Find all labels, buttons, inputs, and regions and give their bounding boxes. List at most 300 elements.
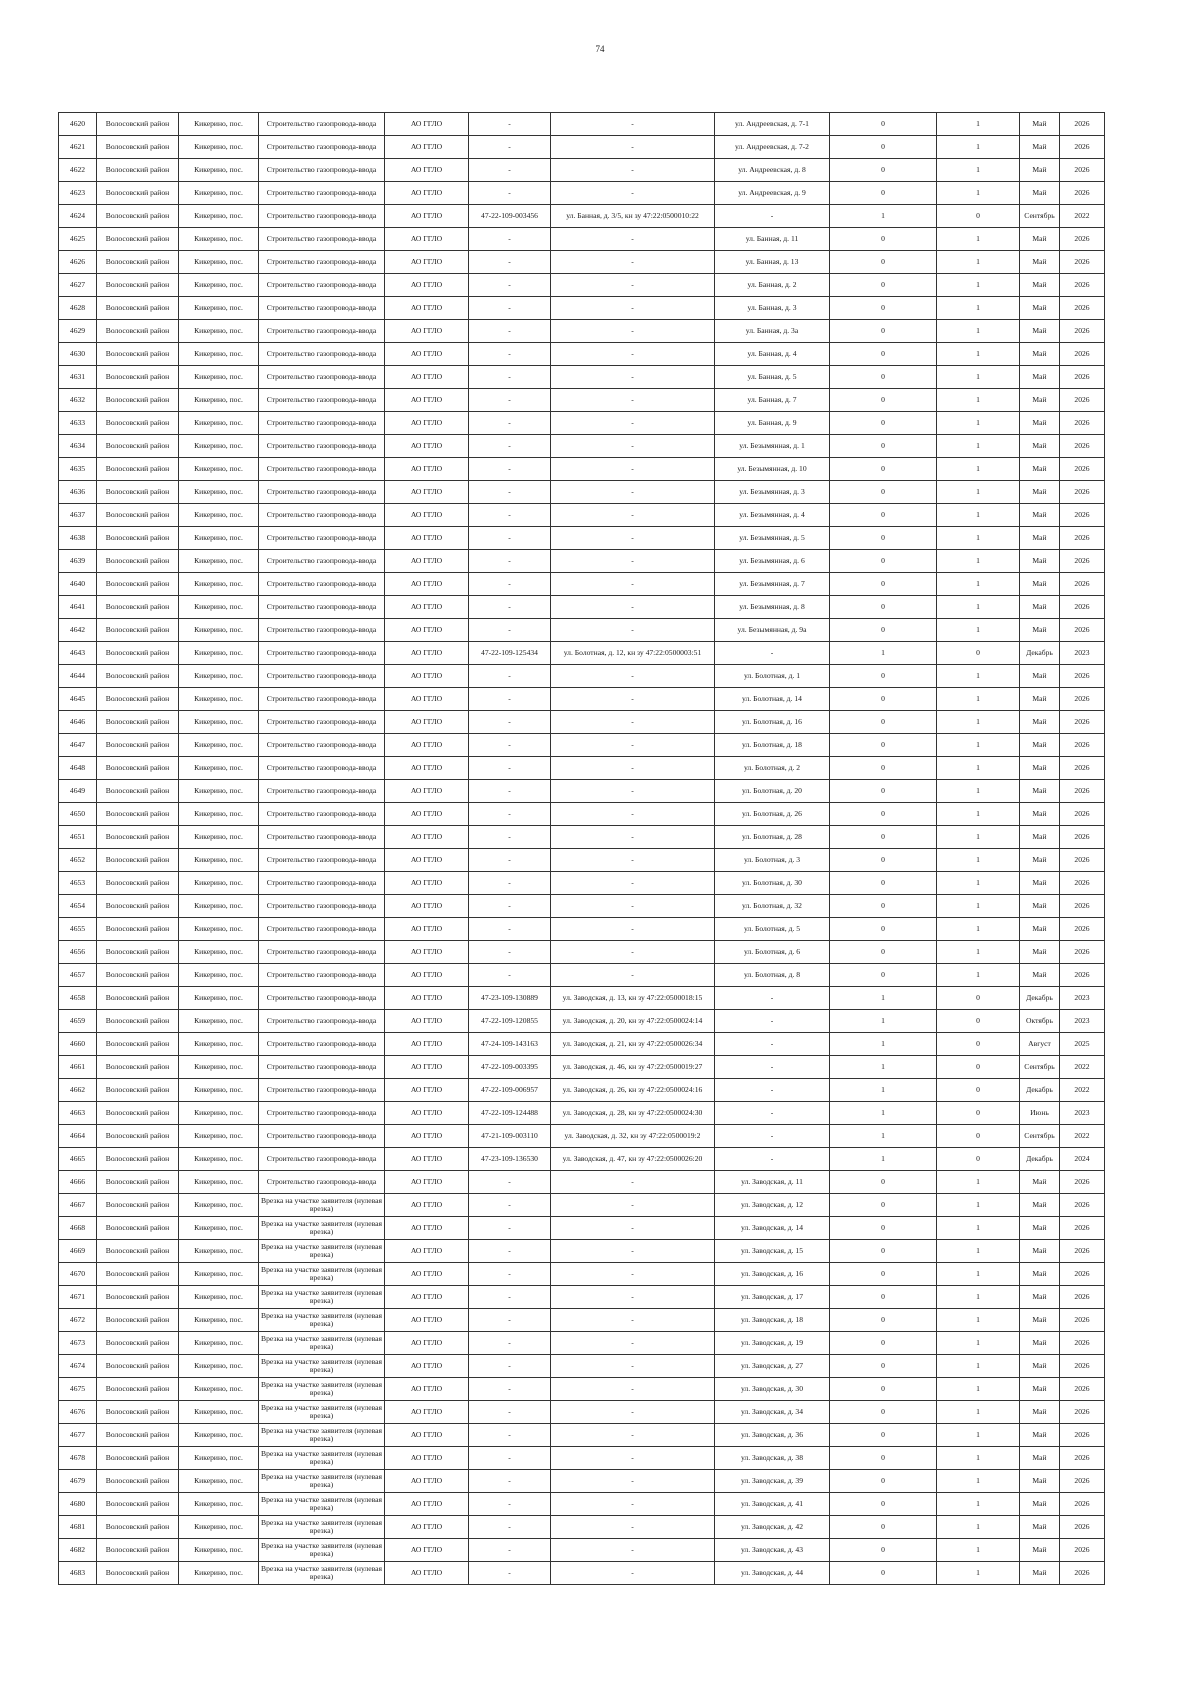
table-row [59, 711, 1105, 734]
qty-planned-cell: 1 [937, 481, 1020, 504]
month-cell: Май [1020, 251, 1060, 274]
month-cell: Май [1020, 113, 1060, 136]
qty-planned-cell: 1 [937, 504, 1020, 527]
applicant-address-cell: ул. Болотная, д. 12, кн зу 47:22:0500003:51 [551, 642, 715, 665]
contract-number-cell: - [469, 1378, 551, 1401]
contract-number-cell: - [469, 1355, 551, 1378]
work-type-cell: Строительство газопровода-ввода [259, 113, 385, 136]
work-type-cell: Строительство газопровода-ввода [259, 688, 385, 711]
month-cell: Май [1020, 1309, 1060, 1332]
work-type-cell: Врезка на участке заявителя (нулевая врезка) [259, 1447, 385, 1470]
applicant-address-cell: - [551, 1516, 715, 1539]
qty-planned-cell: 1 [937, 1562, 1020, 1585]
work-type-cell: Строительство газопровода-ввода [259, 297, 385, 320]
organization-cell: АО ГГЛО [385, 481, 469, 504]
table-row [59, 1424, 1105, 1447]
row-number: 4639 [59, 550, 97, 573]
year-cell: 2026 [1060, 1194, 1105, 1217]
year-cell: 2026 [1060, 665, 1105, 688]
table-row [59, 1102, 1105, 1125]
applicant-address-cell: - [551, 1562, 715, 1585]
row-number: 4626 [59, 251, 97, 274]
work-type-cell: Строительство газопровода-ввода [259, 1102, 385, 1125]
qty-connected-cell: 0 [830, 803, 937, 826]
month-cell: Май [1020, 1516, 1060, 1539]
month-cell: Май [1020, 619, 1060, 642]
table-row [59, 412, 1105, 435]
organization-cell: АО ГГЛО [385, 1171, 469, 1194]
organization-cell: АО ГГЛО [385, 1033, 469, 1056]
work-type-cell: Врезка на участке заявителя (нулевая врезка) [259, 1401, 385, 1424]
address-cell: ул. Безымянная, д. 4 [715, 504, 830, 527]
qty-connected-cell: 0 [830, 1263, 937, 1286]
work-type-cell: Строительство газопровода-ввода [259, 205, 385, 228]
row-number: 4643 [59, 642, 97, 665]
page-number: 74 [595, 44, 605, 54]
applicant-address-cell: ул. Заводская, д. 26, кн зу 47:22:0500024:16 [551, 1079, 715, 1102]
year-cell: 2026 [1060, 136, 1105, 159]
organization-cell: АО ГГЛО [385, 1056, 469, 1079]
qty-planned-cell: 1 [937, 849, 1020, 872]
applicant-address-cell: - [551, 1355, 715, 1378]
organization-cell: АО ГГЛО [385, 1516, 469, 1539]
applicant-address-cell: - [551, 941, 715, 964]
contract-number-cell: - [469, 780, 551, 803]
settlement-cell: Кикерино, пос. [179, 504, 259, 527]
address-cell: ул. Безымянная, д. 3 [715, 481, 830, 504]
work-type-cell: Строительство газопровода-ввода [259, 228, 385, 251]
settlement-cell: Кикерино, пос. [179, 1102, 259, 1125]
work-type-cell: Строительство газопровода-ввода [259, 918, 385, 941]
month-cell: Сентябрь [1020, 205, 1060, 228]
qty-connected-cell: 0 [830, 780, 937, 803]
work-type-cell: Строительство газопровода-ввода [259, 573, 385, 596]
month-cell: Май [1020, 780, 1060, 803]
contract-number-cell: - [469, 849, 551, 872]
work-type-cell: Строительство газопровода-ввода [259, 734, 385, 757]
settlement-cell: Кикерино, пос. [179, 458, 259, 481]
contract-number-cell: - [469, 1470, 551, 1493]
district-cell: Волосовский район [97, 1286, 179, 1309]
applicant-address-cell: - [551, 964, 715, 987]
organization-cell: АО ГГЛО [385, 1286, 469, 1309]
work-type-cell: Строительство газопровода-ввода [259, 1079, 385, 1102]
gas-connection-table [58, 112, 1105, 1585]
contract-number-cell: - [469, 481, 551, 504]
month-cell: Май [1020, 941, 1060, 964]
address-cell: ул. Банная, д. 13 [715, 251, 830, 274]
organization-cell: АО ГГЛО [385, 320, 469, 343]
contract-number-cell: - [469, 504, 551, 527]
organization-cell: АО ГГЛО [385, 872, 469, 895]
table-row [59, 458, 1105, 481]
organization-cell: АО ГГЛО [385, 1539, 469, 1562]
contract-number-cell: - [469, 159, 551, 182]
district-cell: Волосовский район [97, 1263, 179, 1286]
qty-planned-cell: 1 [937, 228, 1020, 251]
year-cell: 2026 [1060, 412, 1105, 435]
district-cell: Волосовский район [97, 297, 179, 320]
row-number: 4623 [59, 182, 97, 205]
organization-cell: АО ГГЛО [385, 435, 469, 458]
district-cell: Волосовский район [97, 688, 179, 711]
table-row [59, 1194, 1105, 1217]
table-row [59, 918, 1105, 941]
applicant-address-cell: - [551, 803, 715, 826]
table-row [59, 1033, 1105, 1056]
district-cell: Волосовский район [97, 780, 179, 803]
work-type-cell: Строительство газопровода-ввода [259, 1171, 385, 1194]
qty-planned-cell: 1 [937, 1539, 1020, 1562]
qty-connected-cell: 0 [830, 688, 937, 711]
contract-number-cell: - [469, 803, 551, 826]
contract-number-cell: - [469, 1332, 551, 1355]
applicant-address-cell: ул. Банная, д. 3/5, кн зу 47:22:0500010:22 [551, 205, 715, 228]
table-row [59, 343, 1105, 366]
applicant-address-cell: - [551, 780, 715, 803]
row-number: 4670 [59, 1263, 97, 1286]
address-cell: ул. Банная, д. 3а [715, 320, 830, 343]
applicant-address-cell: - [551, 1424, 715, 1447]
settlement-cell: Кикерино, пос. [179, 435, 259, 458]
work-type-cell: Строительство газопровода-ввода [259, 941, 385, 964]
qty-planned-cell: 0 [937, 1102, 1020, 1125]
qty-connected-cell: 0 [830, 550, 937, 573]
table-row [59, 619, 1105, 642]
applicant-address-cell: ул. Заводская, д. 46, кн зу 47:22:0500019:27 [551, 1056, 715, 1079]
organization-cell: АО ГГЛО [385, 1378, 469, 1401]
settlement-cell: Кикерино, пос. [179, 1562, 259, 1585]
qty-connected-cell: 1 [830, 642, 937, 665]
year-cell: 2026 [1060, 366, 1105, 389]
row-number: 4633 [59, 412, 97, 435]
applicant-address-cell: - [551, 826, 715, 849]
year-cell: 2026 [1060, 1263, 1105, 1286]
contract-number-cell: - [469, 320, 551, 343]
month-cell: Май [1020, 1378, 1060, 1401]
month-cell: Май [1020, 550, 1060, 573]
qty-connected-cell: 1 [830, 1102, 937, 1125]
qty-connected-cell: 1 [830, 1079, 937, 1102]
qty-connected-cell: 1 [830, 1148, 937, 1171]
organization-cell: АО ГГЛО [385, 1263, 469, 1286]
organization-cell: АО ГГЛО [385, 1240, 469, 1263]
qty-planned-cell: 1 [937, 1378, 1020, 1401]
organization-cell: АО ГГЛО [385, 251, 469, 274]
address-cell: ул. Заводская, д. 19 [715, 1332, 830, 1355]
settlement-cell: Кикерино, пос. [179, 872, 259, 895]
district-cell: Волосовский район [97, 458, 179, 481]
address-cell: ул. Андреевская, д. 9 [715, 182, 830, 205]
table-body [59, 113, 1105, 1585]
district-cell: Волосовский район [97, 182, 179, 205]
qty-connected-cell: 0 [830, 757, 937, 780]
settlement-cell: Кикерино, пос. [179, 826, 259, 849]
applicant-address-cell: - [551, 1470, 715, 1493]
work-type-cell: Строительство газопровода-ввода [259, 780, 385, 803]
settlement-cell: Кикерино, пос. [179, 573, 259, 596]
row-number: 4682 [59, 1539, 97, 1562]
contract-number-cell: - [469, 1286, 551, 1309]
organization-cell: АО ГГЛО [385, 642, 469, 665]
district-cell: Волосовский район [97, 642, 179, 665]
settlement-cell: Кикерино, пос. [179, 665, 259, 688]
address-cell: ул. Заводская, д. 42 [715, 1516, 830, 1539]
table-row [59, 251, 1105, 274]
organization-cell: АО ГГЛО [385, 228, 469, 251]
address-cell: ул. Болотная, д. 3 [715, 849, 830, 872]
row-number: 4638 [59, 527, 97, 550]
month-cell: Май [1020, 1493, 1060, 1516]
settlement-cell: Кикерино, пос. [179, 1240, 259, 1263]
row-number: 4655 [59, 918, 97, 941]
table-row [59, 757, 1105, 780]
table-row [59, 642, 1105, 665]
qty-planned-cell: 1 [937, 1424, 1020, 1447]
qty-connected-cell: 0 [830, 228, 937, 251]
district-cell: Волосовский район [97, 665, 179, 688]
qty-connected-cell: 0 [830, 458, 937, 481]
address-cell: ул. Заводская, д. 17 [715, 1286, 830, 1309]
table-row [59, 182, 1105, 205]
qty-planned-cell: 1 [937, 826, 1020, 849]
applicant-address-cell: - [551, 1309, 715, 1332]
qty-planned-cell: 0 [937, 1033, 1020, 1056]
district-cell: Волосовский район [97, 573, 179, 596]
qty-connected-cell: 0 [830, 504, 937, 527]
district-cell: Волосовский район [97, 343, 179, 366]
address-cell: ул. Банная, д. 11 [715, 228, 830, 251]
applicant-address-cell: - [551, 1493, 715, 1516]
row-number: 4625 [59, 228, 97, 251]
address-cell: ул. Андреевская, д. 8 [715, 159, 830, 182]
contract-number-cell: - [469, 1539, 551, 1562]
qty-planned-cell: 1 [937, 711, 1020, 734]
contract-number-cell: 47-24-109-143163 [469, 1033, 551, 1056]
table-row [59, 872, 1105, 895]
table-row [59, 849, 1105, 872]
row-number: 4664 [59, 1125, 97, 1148]
applicant-address-cell: - [551, 412, 715, 435]
settlement-cell: Кикерино, пос. [179, 918, 259, 941]
qty-planned-cell: 1 [937, 1447, 1020, 1470]
organization-cell: АО ГГЛО [385, 274, 469, 297]
row-number: 4661 [59, 1056, 97, 1079]
address-cell: ул. Болотная, д. 6 [715, 941, 830, 964]
year-cell: 2026 [1060, 1217, 1105, 1240]
row-number: 4678 [59, 1447, 97, 1470]
address-cell: ул. Заводская, д. 43 [715, 1539, 830, 1562]
applicant-address-cell: ул. Заводская, д. 47, кн зу 47:22:0500026:20 [551, 1148, 715, 1171]
row-number: 4671 [59, 1286, 97, 1309]
work-type-cell: Строительство газопровода-ввода [259, 412, 385, 435]
contract-number-cell: - [469, 366, 551, 389]
district-cell: Волосовский район [97, 826, 179, 849]
qty-planned-cell: 1 [937, 251, 1020, 274]
contract-number-cell: - [469, 136, 551, 159]
table-row [59, 1447, 1105, 1470]
address-cell: ул. Болотная, д. 30 [715, 872, 830, 895]
month-cell: Октябрь [1020, 1010, 1060, 1033]
year-cell: 2026 [1060, 481, 1105, 504]
table-row [59, 780, 1105, 803]
applicant-address-cell: - [551, 320, 715, 343]
qty-connected-cell: 0 [830, 665, 937, 688]
contract-number-cell: - [469, 964, 551, 987]
applicant-address-cell: - [551, 573, 715, 596]
district-cell: Волосовский район [97, 251, 179, 274]
row-number: 4624 [59, 205, 97, 228]
month-cell: Май [1020, 504, 1060, 527]
qty-connected-cell: 0 [830, 320, 937, 343]
month-cell: Май [1020, 1447, 1060, 1470]
address-cell: ул. Безымянная, д. 7 [715, 573, 830, 596]
work-type-cell: Строительство газопровода-ввода [259, 987, 385, 1010]
organization-cell: АО ГГЛО [385, 573, 469, 596]
settlement-cell: Кикерино, пос. [179, 136, 259, 159]
applicant-address-cell: - [551, 458, 715, 481]
district-cell: Волосовский район [97, 872, 179, 895]
qty-planned-cell: 1 [937, 320, 1020, 343]
qty-planned-cell: 1 [937, 1171, 1020, 1194]
work-type-cell: Строительство газопровода-ввода [259, 849, 385, 872]
organization-cell: АО ГГЛО [385, 412, 469, 435]
month-cell: Декабрь [1020, 642, 1060, 665]
row-number: 4673 [59, 1332, 97, 1355]
settlement-cell: Кикерино, пос. [179, 642, 259, 665]
month-cell: Май [1020, 458, 1060, 481]
address-cell: ул. Заводская, д. 12 [715, 1194, 830, 1217]
district-cell: Волосовский район [97, 1102, 179, 1125]
contract-number-cell: - [469, 1263, 551, 1286]
year-cell: 2026 [1060, 113, 1105, 136]
qty-planned-cell: 1 [937, 527, 1020, 550]
applicant-address-cell: - [551, 527, 715, 550]
applicant-address-cell: - [551, 619, 715, 642]
table-row [59, 1263, 1105, 1286]
table-row [59, 1125, 1105, 1148]
contract-number-cell: - [469, 343, 551, 366]
year-cell: 2026 [1060, 343, 1105, 366]
month-cell: Май [1020, 918, 1060, 941]
qty-planned-cell: 1 [937, 182, 1020, 205]
qty-connected-cell: 0 [830, 596, 937, 619]
row-number: 4631 [59, 366, 97, 389]
address-cell: ул. Заводская, д. 16 [715, 1263, 830, 1286]
month-cell: Май [1020, 1286, 1060, 1309]
address-cell: ул. Заводская, д. 34 [715, 1401, 830, 1424]
table-row [59, 964, 1105, 987]
qty-connected-cell: 0 [830, 412, 937, 435]
contract-number-cell: - [469, 1447, 551, 1470]
district-cell: Волосовский район [97, 1033, 179, 1056]
work-type-cell: Строительство газопровода-ввода [259, 550, 385, 573]
address-cell: ул. Болотная, д. 18 [715, 734, 830, 757]
settlement-cell: Кикерино, пос. [179, 274, 259, 297]
year-cell: 2026 [1060, 941, 1105, 964]
qty-connected-cell: 0 [830, 1194, 937, 1217]
work-type-cell: Строительство газопровода-ввода [259, 757, 385, 780]
applicant-address-cell: ул. Заводская, д. 21, кн зу 47:22:0500026:34 [551, 1033, 715, 1056]
district-cell: Волосовский район [97, 849, 179, 872]
applicant-address-cell: - [551, 228, 715, 251]
year-cell: 2026 [1060, 872, 1105, 895]
month-cell: Май [1020, 711, 1060, 734]
district-cell: Волосовский район [97, 1148, 179, 1171]
row-number: 4649 [59, 780, 97, 803]
row-number: 4651 [59, 826, 97, 849]
row-number: 4637 [59, 504, 97, 527]
qty-connected-cell: 1 [830, 987, 937, 1010]
year-cell: 2026 [1060, 550, 1105, 573]
contract-number-cell: 47-22-109-120855 [469, 1010, 551, 1033]
work-type-cell: Строительство газопровода-ввода [259, 320, 385, 343]
table-row [59, 734, 1105, 757]
organization-cell: АО ГГЛО [385, 849, 469, 872]
qty-connected-cell: 0 [830, 1378, 937, 1401]
month-cell: Май [1020, 435, 1060, 458]
row-number: 4677 [59, 1424, 97, 1447]
row-number: 4641 [59, 596, 97, 619]
qty-connected-cell: 0 [830, 343, 937, 366]
organization-cell: АО ГГЛО [385, 550, 469, 573]
qty-connected-cell: 0 [830, 251, 937, 274]
qty-planned-cell: 1 [937, 1263, 1020, 1286]
row-number: 4658 [59, 987, 97, 1010]
organization-cell: АО ГГЛО [385, 113, 469, 136]
month-cell: Май [1020, 320, 1060, 343]
work-type-cell: Строительство газопровода-ввода [259, 596, 385, 619]
table-row [59, 826, 1105, 849]
applicant-address-cell: - [551, 895, 715, 918]
work-type-cell: Врезка на участке заявителя (нулевая врезка) [259, 1378, 385, 1401]
table-row [59, 228, 1105, 251]
qty-connected-cell: 0 [830, 366, 937, 389]
applicant-address-cell: - [551, 1171, 715, 1194]
organization-cell: АО ГГЛО [385, 964, 469, 987]
contract-number-cell: 47-22-109-003456 [469, 205, 551, 228]
work-type-cell: Строительство газопровода-ввода [259, 366, 385, 389]
month-cell: Май [1020, 1562, 1060, 1585]
address-cell: ул. Заводская, д. 39 [715, 1470, 830, 1493]
address-cell: ул. Болотная, д. 20 [715, 780, 830, 803]
applicant-address-cell: - [551, 136, 715, 159]
contract-number-cell: - [469, 1194, 551, 1217]
applicant-address-cell: - [551, 389, 715, 412]
year-cell: 2023 [1060, 642, 1105, 665]
row-number: 4632 [59, 389, 97, 412]
work-type-cell: Врезка на участке заявителя (нулевая врезка) [259, 1240, 385, 1263]
table-row [59, 504, 1105, 527]
organization-cell: АО ГГЛО [385, 688, 469, 711]
year-cell: 2022 [1060, 1079, 1105, 1102]
organization-cell: АО ГГЛО [385, 918, 469, 941]
row-number: 4679 [59, 1470, 97, 1493]
district-cell: Волосовский район [97, 711, 179, 734]
organization-cell: АО ГГЛО [385, 780, 469, 803]
qty-connected-cell: 0 [830, 826, 937, 849]
contract-number-cell: - [469, 688, 551, 711]
qty-planned-cell: 1 [937, 1516, 1020, 1539]
contract-number-cell: - [469, 1217, 551, 1240]
applicant-address-cell: ул. Заводская, д. 32, кн зу 47:22:0500019:2 [551, 1125, 715, 1148]
month-cell: Май [1020, 481, 1060, 504]
district-cell: Волосовский район [97, 1010, 179, 1033]
applicant-address-cell: - [551, 596, 715, 619]
qty-planned-cell: 1 [937, 688, 1020, 711]
qty-connected-cell: 0 [830, 136, 937, 159]
qty-connected-cell: 1 [830, 1056, 937, 1079]
